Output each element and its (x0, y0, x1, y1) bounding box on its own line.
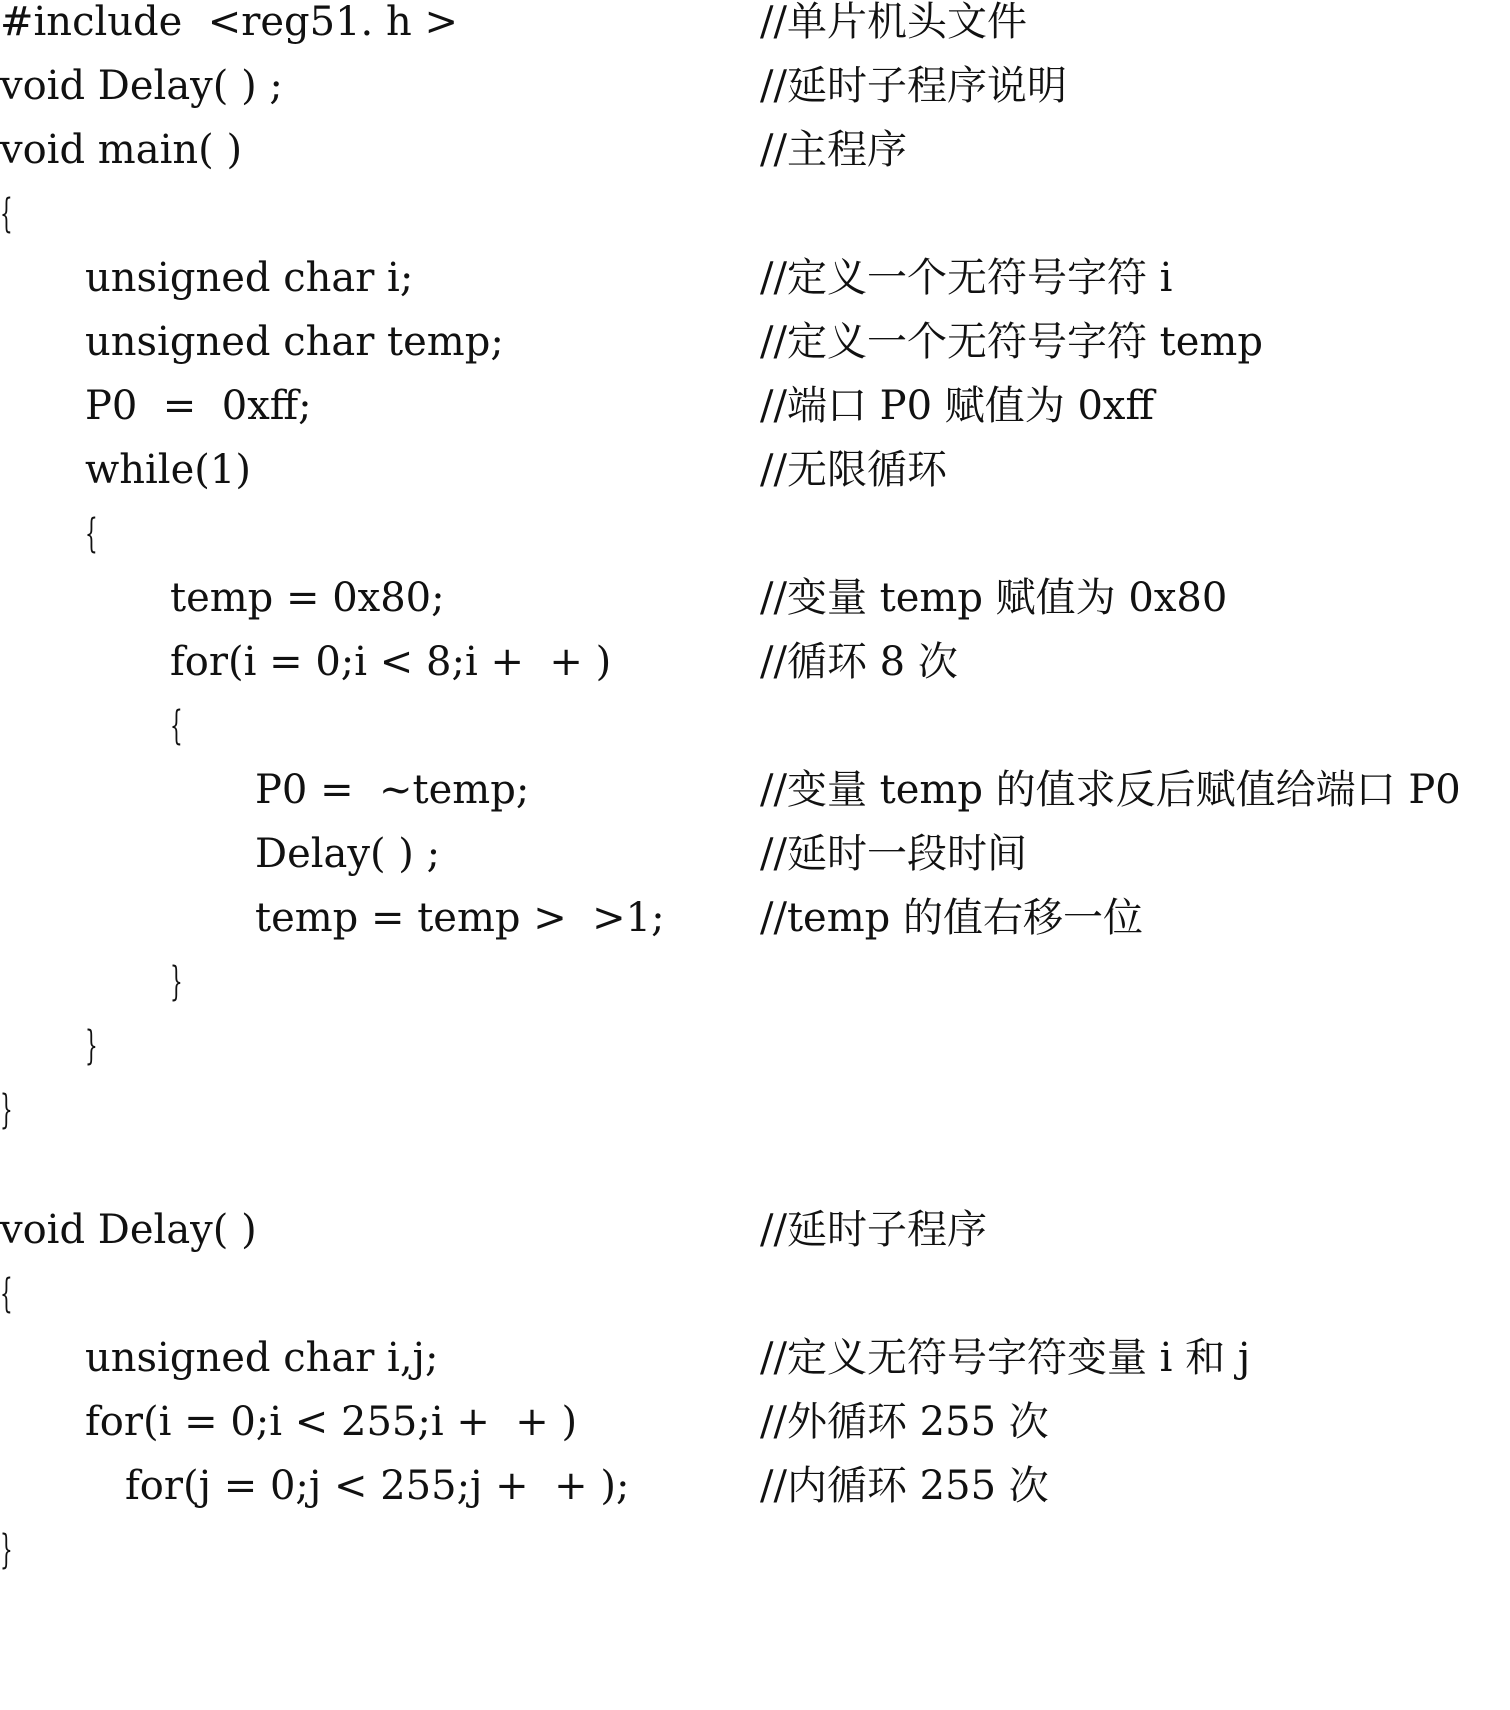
code-line-call-delay (0, 822, 1510, 886)
code-text: void Delay( ) ; (0, 63, 283, 109)
code-line-delay-signature (0, 1198, 1510, 1262)
comment-text: //定义无符号字符变量 i 和 j (760, 1335, 1251, 1381)
code-line-for-loop (0, 630, 1510, 694)
code-text: } (0, 1087, 13, 1133)
code-line-delay-declaration (0, 54, 1510, 118)
comment-text: //变量 temp 赋值为 0x80 (760, 575, 1228, 621)
code-line-declare-ij (0, 1326, 1510, 1390)
code-line-assign-temp (0, 566, 1510, 630)
code-line-shift-temp (0, 886, 1510, 950)
code-line-assign-p0 (0, 374, 1510, 438)
code-text: } (85, 1023, 98, 1069)
code-text: Delay( ) ; (255, 831, 441, 877)
comment-text: //temp 的值右移一位 (760, 895, 1143, 941)
comment-text: //循环 8 次 (760, 639, 958, 685)
code-line-open-brace (0, 694, 1510, 758)
code-line-include (0, 0, 1510, 54)
code-line-inner-loop (0, 1454, 1510, 1518)
code-text: unsigned char i,j; (85, 1335, 439, 1381)
code-line-close-brace (0, 1078, 1510, 1142)
code-text: P0 = ~temp; (255, 767, 530, 813)
code-text: void Delay( ) (0, 1207, 257, 1253)
comment-text: //定义一个无符号字符 temp (760, 319, 1263, 365)
code-text: temp = 0x80; (170, 575, 445, 621)
code-line-declare-temp (0, 310, 1510, 374)
comment-text: //延时一段时间 (760, 831, 1027, 877)
code-text: } (0, 1527, 13, 1573)
code-line-blank (0, 1142, 1510, 1206)
code-text: unsigned char temp; (85, 319, 504, 365)
comment-text: //主程序 (760, 127, 907, 173)
code-line-close-brace (0, 1014, 1510, 1078)
code-line-open-brace (0, 502, 1510, 566)
code-text: for(i = 0;i < 255;i + + ) (85, 1399, 578, 1445)
code-line-close-brace (0, 950, 1510, 1014)
comment-text: //单片机头文件 (760, 0, 1027, 45)
comment-text: //端口 P0 赋值为 0xff (760, 383, 1154, 429)
code-line-invert-temp (0, 758, 1510, 822)
code-line-open-brace (0, 1262, 1510, 1326)
code-text: while(1) (85, 447, 251, 493)
code-line-while (0, 438, 1510, 502)
comment-text: //内循环 255 次 (760, 1463, 1049, 1509)
code-text: void main( ) (0, 127, 243, 173)
comment-text: //定义一个无符号字符 i (760, 255, 1173, 301)
code-text: { (0, 191, 13, 237)
comment-text: //延时子程序说明 (760, 63, 1067, 109)
code-text: temp = temp > >1; (255, 895, 665, 941)
code-text: { (170, 703, 183, 749)
code-line-main-signature (0, 118, 1510, 182)
code-line-declare-i (0, 246, 1510, 310)
code-line-close-brace (0, 1518, 1510, 1582)
code-line-open-brace (0, 182, 1510, 246)
comment-text: //延时子程序 (760, 1207, 987, 1253)
code-line-outer-loop (0, 1390, 1510, 1454)
code-text: { (85, 511, 98, 557)
code-text: { (0, 1271, 13, 1317)
code-text: for(i = 0;i < 8;i + + ) (170, 639, 612, 685)
code-text: P0 = 0xff; (85, 383, 312, 429)
comment-text: //无限循环 (760, 447, 947, 493)
comment-text: //变量 temp 的值求反后赋值给端口 P0 (760, 767, 1461, 813)
comment-text: //外循环 255 次 (760, 1399, 1049, 1445)
code-text: } (170, 959, 183, 1005)
code-text: #include <reg51. h > (0, 0, 458, 45)
code-text: for(j = 0;j < 255;j + + ); (125, 1463, 630, 1509)
code-text: unsigned char i; (85, 255, 414, 301)
